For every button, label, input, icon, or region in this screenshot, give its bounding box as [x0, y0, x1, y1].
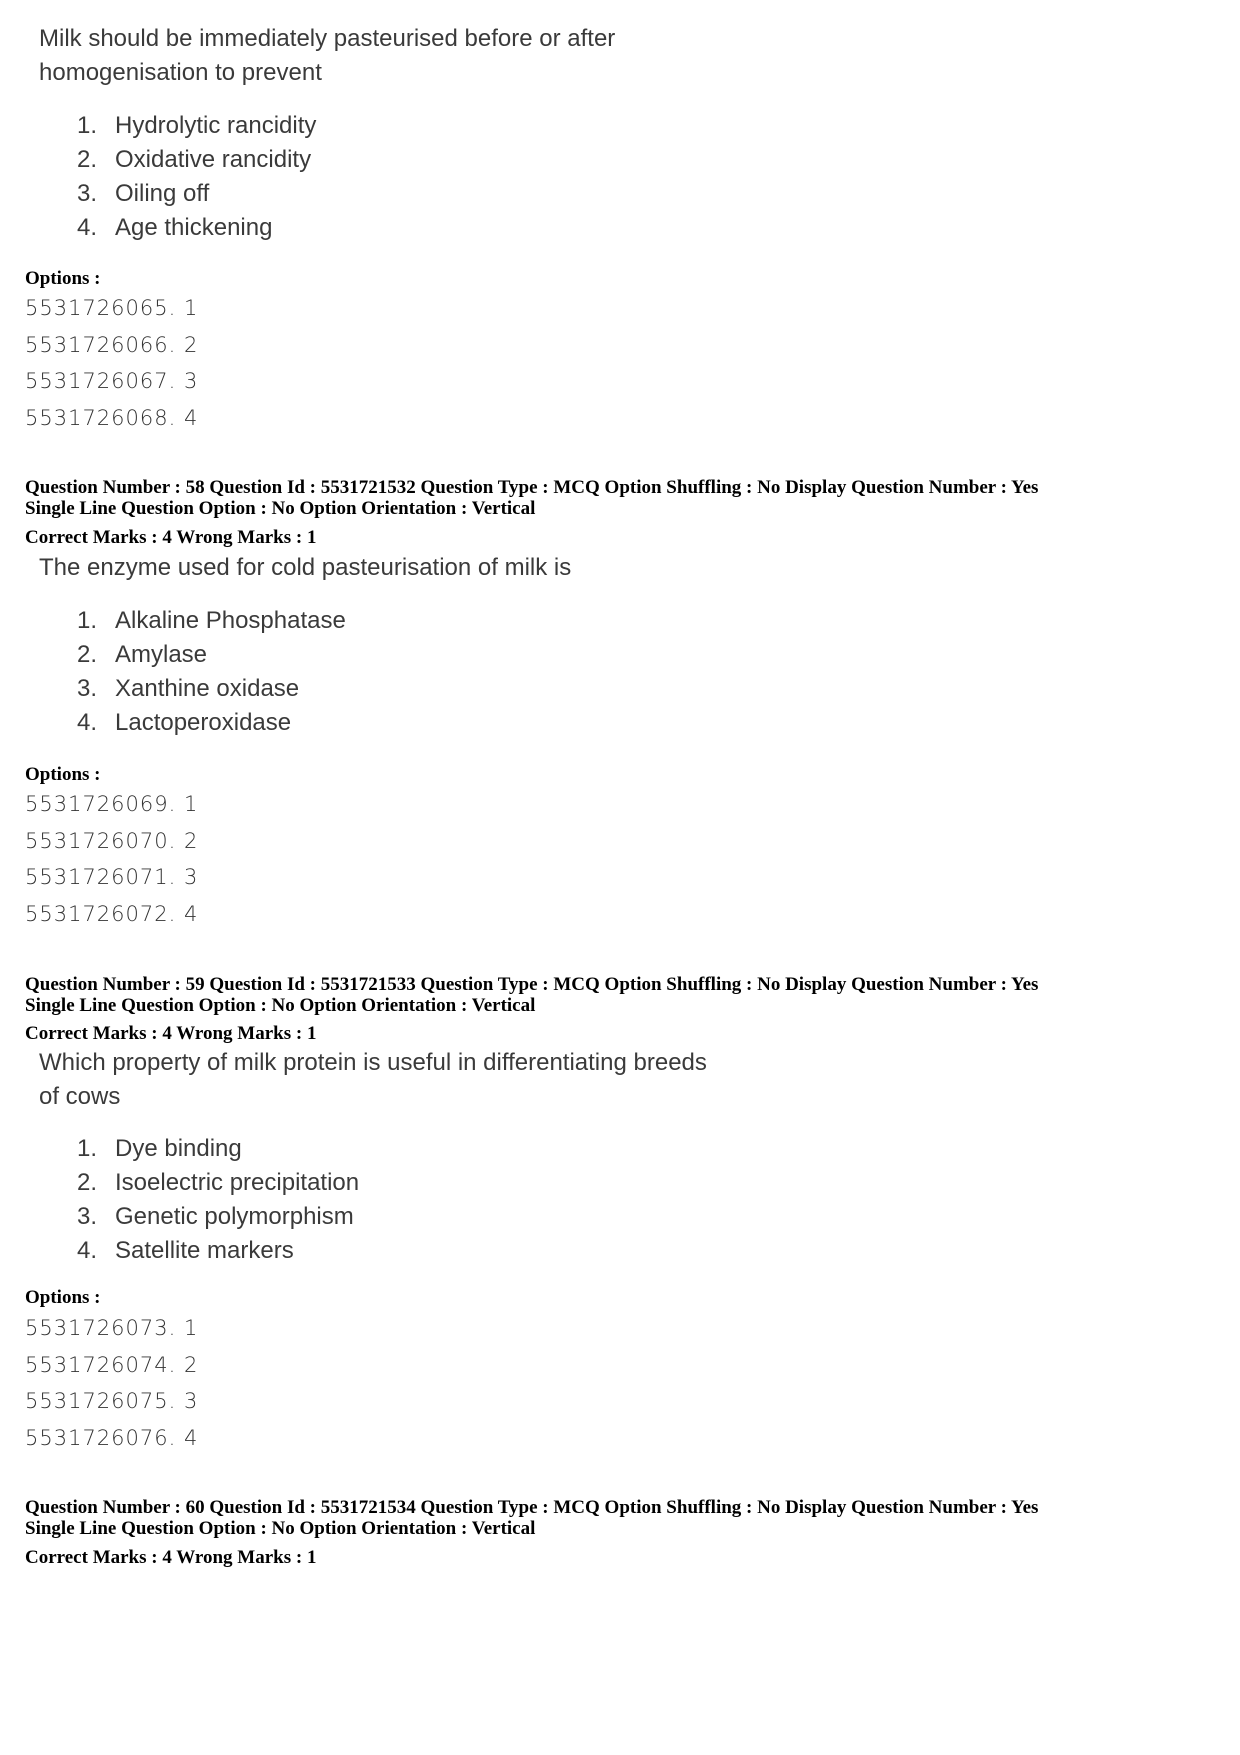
choice-text: Satellite markers	[115, 1237, 294, 1264]
question-59-choice-2	[77, 1169, 359, 1197]
question-60-meta-line-1: Question Number : 60 Question Id : 5531721534 Question Type : MCQ Option Shuffling : No Display Question Number : Yes	[25, 1497, 1039, 1518]
choice-text: Dye binding	[115, 1135, 242, 1162]
choice-text: Age thickening	[115, 214, 273, 241]
choice-text: Hydrolytic rancidity	[115, 112, 317, 139]
choice-number: 2.	[77, 641, 98, 668]
choice-text: Lactoperoxidase	[115, 709, 292, 736]
question-57-option-4: 5531726068. 4	[25, 406, 199, 430]
choice-text: Genetic polymorphism	[115, 1203, 354, 1230]
choice-text: Isoelectric precipitation	[115, 1169, 360, 1196]
question-57-choice-4	[77, 214, 272, 242]
choice-text: Xanthine oxidase	[115, 675, 300, 702]
question-57-options-label: Options :	[25, 268, 101, 289]
choice-number: 3.	[77, 1203, 98, 1230]
question-57-choice-3	[77, 180, 209, 208]
question-58-choice-3	[77, 675, 299, 703]
question-57-choice-1	[77, 112, 316, 140]
choice-number: 1.	[77, 607, 98, 634]
question-59-choice-1	[77, 1135, 242, 1163]
choice-number: 1.	[77, 1135, 98, 1162]
choice-number: 4.	[77, 709, 98, 736]
question-59-option-1: 5531726073. 1	[25, 1316, 199, 1340]
question-58-meta-line-1: Question Number : 58 Question Id : 5531721532 Question Type : MCQ Option Shuffling : No Display Question Number : Yes	[25, 477, 1039, 498]
question-58-stem-line-1: The enzyme used for cold pasteurisation of milk is	[39, 554, 572, 581]
question-58-meta-line-2: Single Line Question Option : No Option Orientation : Vertical	[25, 498, 536, 519]
choice-number: 1.	[77, 112, 98, 139]
question-58-option-2: 5531726070. 2	[25, 829, 199, 853]
question-60-meta-line-2: Single Line Question Option : No Option Orientation : Vertical	[25, 1518, 536, 1539]
question-59-stem-line-2: of cows	[39, 1083, 121, 1110]
choice-text: Oxidative rancidity	[115, 146, 312, 173]
choice-number: 4.	[77, 1237, 98, 1264]
question-59-options-label: Options :	[25, 1287, 101, 1308]
choice-number: 3.	[77, 180, 98, 207]
choice-number: 2.	[77, 146, 98, 173]
choice-number: 2.	[77, 1169, 98, 1196]
question-60-marks: Correct Marks : 4 Wrong Marks : 1	[25, 1547, 317, 1568]
question-59-choice-3	[77, 1203, 354, 1231]
question-58-choice-1	[77, 607, 346, 635]
question-57-stem-line-1: Milk should be immediately pasteurised before or after	[39, 25, 616, 52]
question-58-option-4: 5531726072. 4	[25, 902, 199, 926]
choice-number: 4.	[77, 214, 98, 241]
choice-text: Alkaline Phosphatase	[115, 607, 346, 634]
question-57-option-3: 5531726067. 3	[25, 369, 199, 393]
question-57-option-2: 5531726066. 2	[25, 333, 199, 357]
question-58-option-1: 5531726069. 1	[25, 792, 199, 816]
question-59-marks: Correct Marks : 4 Wrong Marks : 1	[25, 1023, 317, 1044]
choice-number: 3.	[77, 675, 98, 702]
question-58-option-3: 5531726071. 3	[25, 865, 199, 889]
question-59-option-2: 5531726074. 2	[25, 1353, 199, 1377]
question-59-choice-4	[77, 1237, 294, 1265]
question-57-choice-2	[77, 146, 311, 174]
question-58-marks: Correct Marks : 4 Wrong Marks : 1	[25, 527, 317, 548]
question-59-meta-line-1: Question Number : 59 Question Id : 5531721533 Question Type : MCQ Option Shuffling : No Display Question Number : Yes	[25, 974, 1039, 995]
question-59-option-4: 5531726076. 4	[25, 1426, 199, 1450]
question-58-choice-2	[77, 641, 207, 669]
question-58-choice-4	[77, 709, 291, 737]
question-57-option-1: 5531726065. 1	[25, 296, 199, 320]
question-57-stem-line-2: homogenisation to prevent	[39, 59, 322, 86]
choice-text: Amylase	[115, 641, 208, 668]
question-59-meta-line-2: Single Line Question Option : No Option Orientation : Vertical	[25, 995, 536, 1016]
choice-text: Oiling off	[115, 180, 210, 207]
question-59-stem-line-1: Which property of milk protein is useful in differentiating breeds	[39, 1049, 707, 1076]
question-58-options-label: Options :	[25, 764, 101, 785]
question-59-option-3: 5531726075. 3	[25, 1389, 199, 1413]
